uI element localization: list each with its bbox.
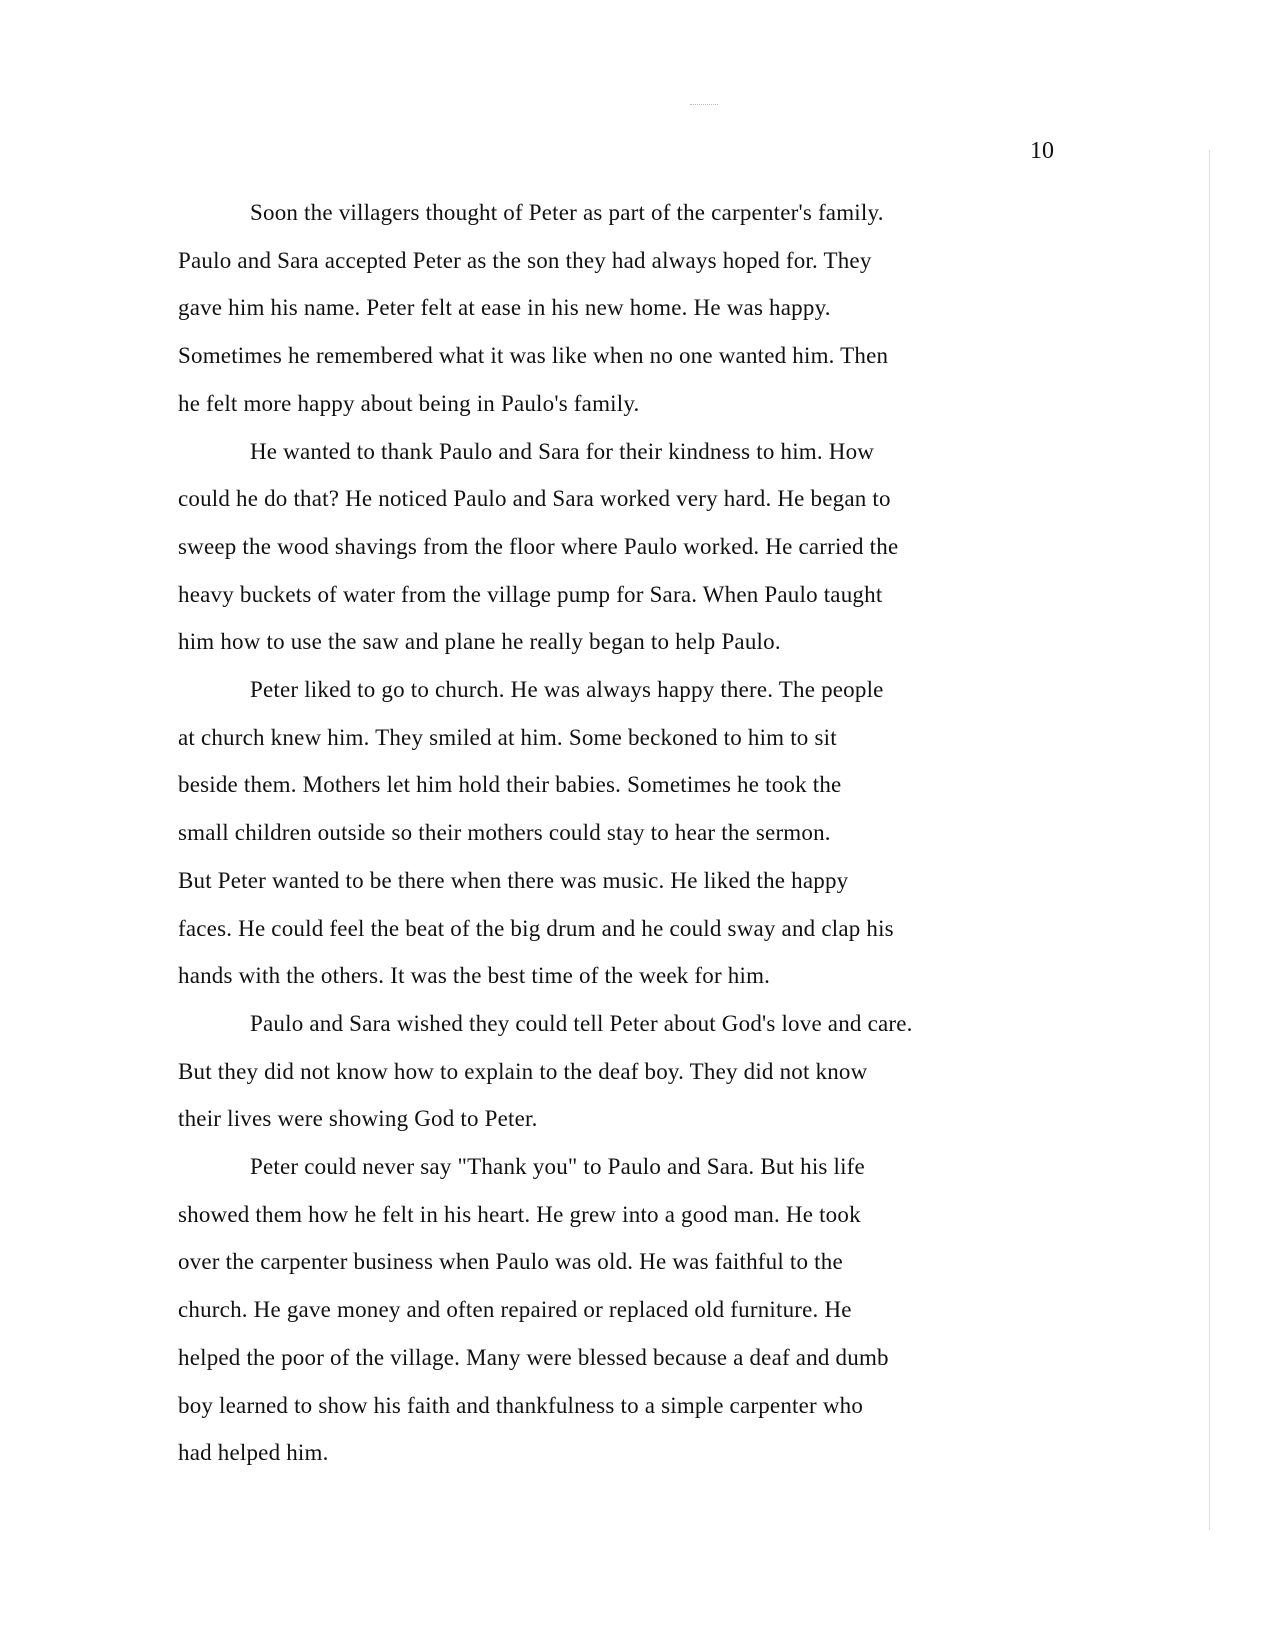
text-line: beside them. Mothers let him hold their babies. Sometimes he took the <box>178 772 842 798</box>
text-line: their lives were showing God to Peter. <box>178 1106 538 1132</box>
text-line: he felt more happy about being in Paulo's family. <box>178 390 640 416</box>
text-line: hands with the others. It was the best time of the week for him. <box>178 963 771 989</box>
text-line: showed them how he felt in his heart. He grew into a good man. He took <box>178 1201 861 1227</box>
text-line: But Peter wanted to be there when there was music. He liked the happy <box>178 867 849 893</box>
text-line: gave him his name. Peter felt at ease in his new home. He was happy. <box>178 295 831 321</box>
text-line: church. He gave money and often repaired or replaced old furniture. He <box>178 1297 852 1323</box>
scan-edge <box>1209 150 1210 1530</box>
text-line: Paulo and Sara wished they could tell Peter about God's love and care. <box>250 1010 913 1036</box>
text-line: Soon the villagers thought of Peter as part of the carpenter's family. <box>250 200 884 225</box>
text-line: He wanted to thank Paulo and Sara for their kindness to him. How <box>250 438 875 464</box>
text-line: had helped him. <box>178 1440 329 1466</box>
text-line: over the carpenter business when Paulo was old. He was faithful to the <box>178 1249 843 1275</box>
text-line: him how to use the saw and plane he really began to help Paulo. <box>178 629 781 655</box>
text-line: at church knew him. They smiled at him. Some beckoned to him to sit <box>178 724 837 750</box>
text-line: sweep the wood shavings from the floor where Paulo worked. He carried the <box>178 533 899 559</box>
text-line: helped the poor of the village. Many were blessed because a deaf and dumb <box>178 1344 889 1370</box>
text-line: faces. He could feel the beat of the big drum and he could sway and clap his <box>178 915 894 941</box>
text-line: small children outside so their mothers could stay to hear the sermon. <box>178 820 831 846</box>
text-line: heavy buckets of water from the village pump for Sara. When Paulo taught <box>178 581 883 607</box>
text-line: could he do that? He noticed Paulo and Sara worked very hard. He began to <box>178 486 891 512</box>
text-line: boy learned to show his faith and thankfulness to a simple carpenter who <box>178 1392 864 1418</box>
scan-artifact <box>690 104 718 107</box>
text-line: Sometimes he remembered what it was like when no one wanted him. Then <box>178 343 889 369</box>
text-line: Peter liked to go to church. He was always happy there. The people <box>250 677 884 702</box>
page-number: 10 <box>1030 138 1054 164</box>
text-line: Peter could never say "Thank you" to Paulo and Sara. But his life <box>250 1154 865 1179</box>
text-line: Paulo and Sara accepted Peter as the son they had always hoped for. They <box>178 247 872 273</box>
text-line: But they did not know how to explain to the deaf boy. They did not know <box>178 1058 868 1084</box>
